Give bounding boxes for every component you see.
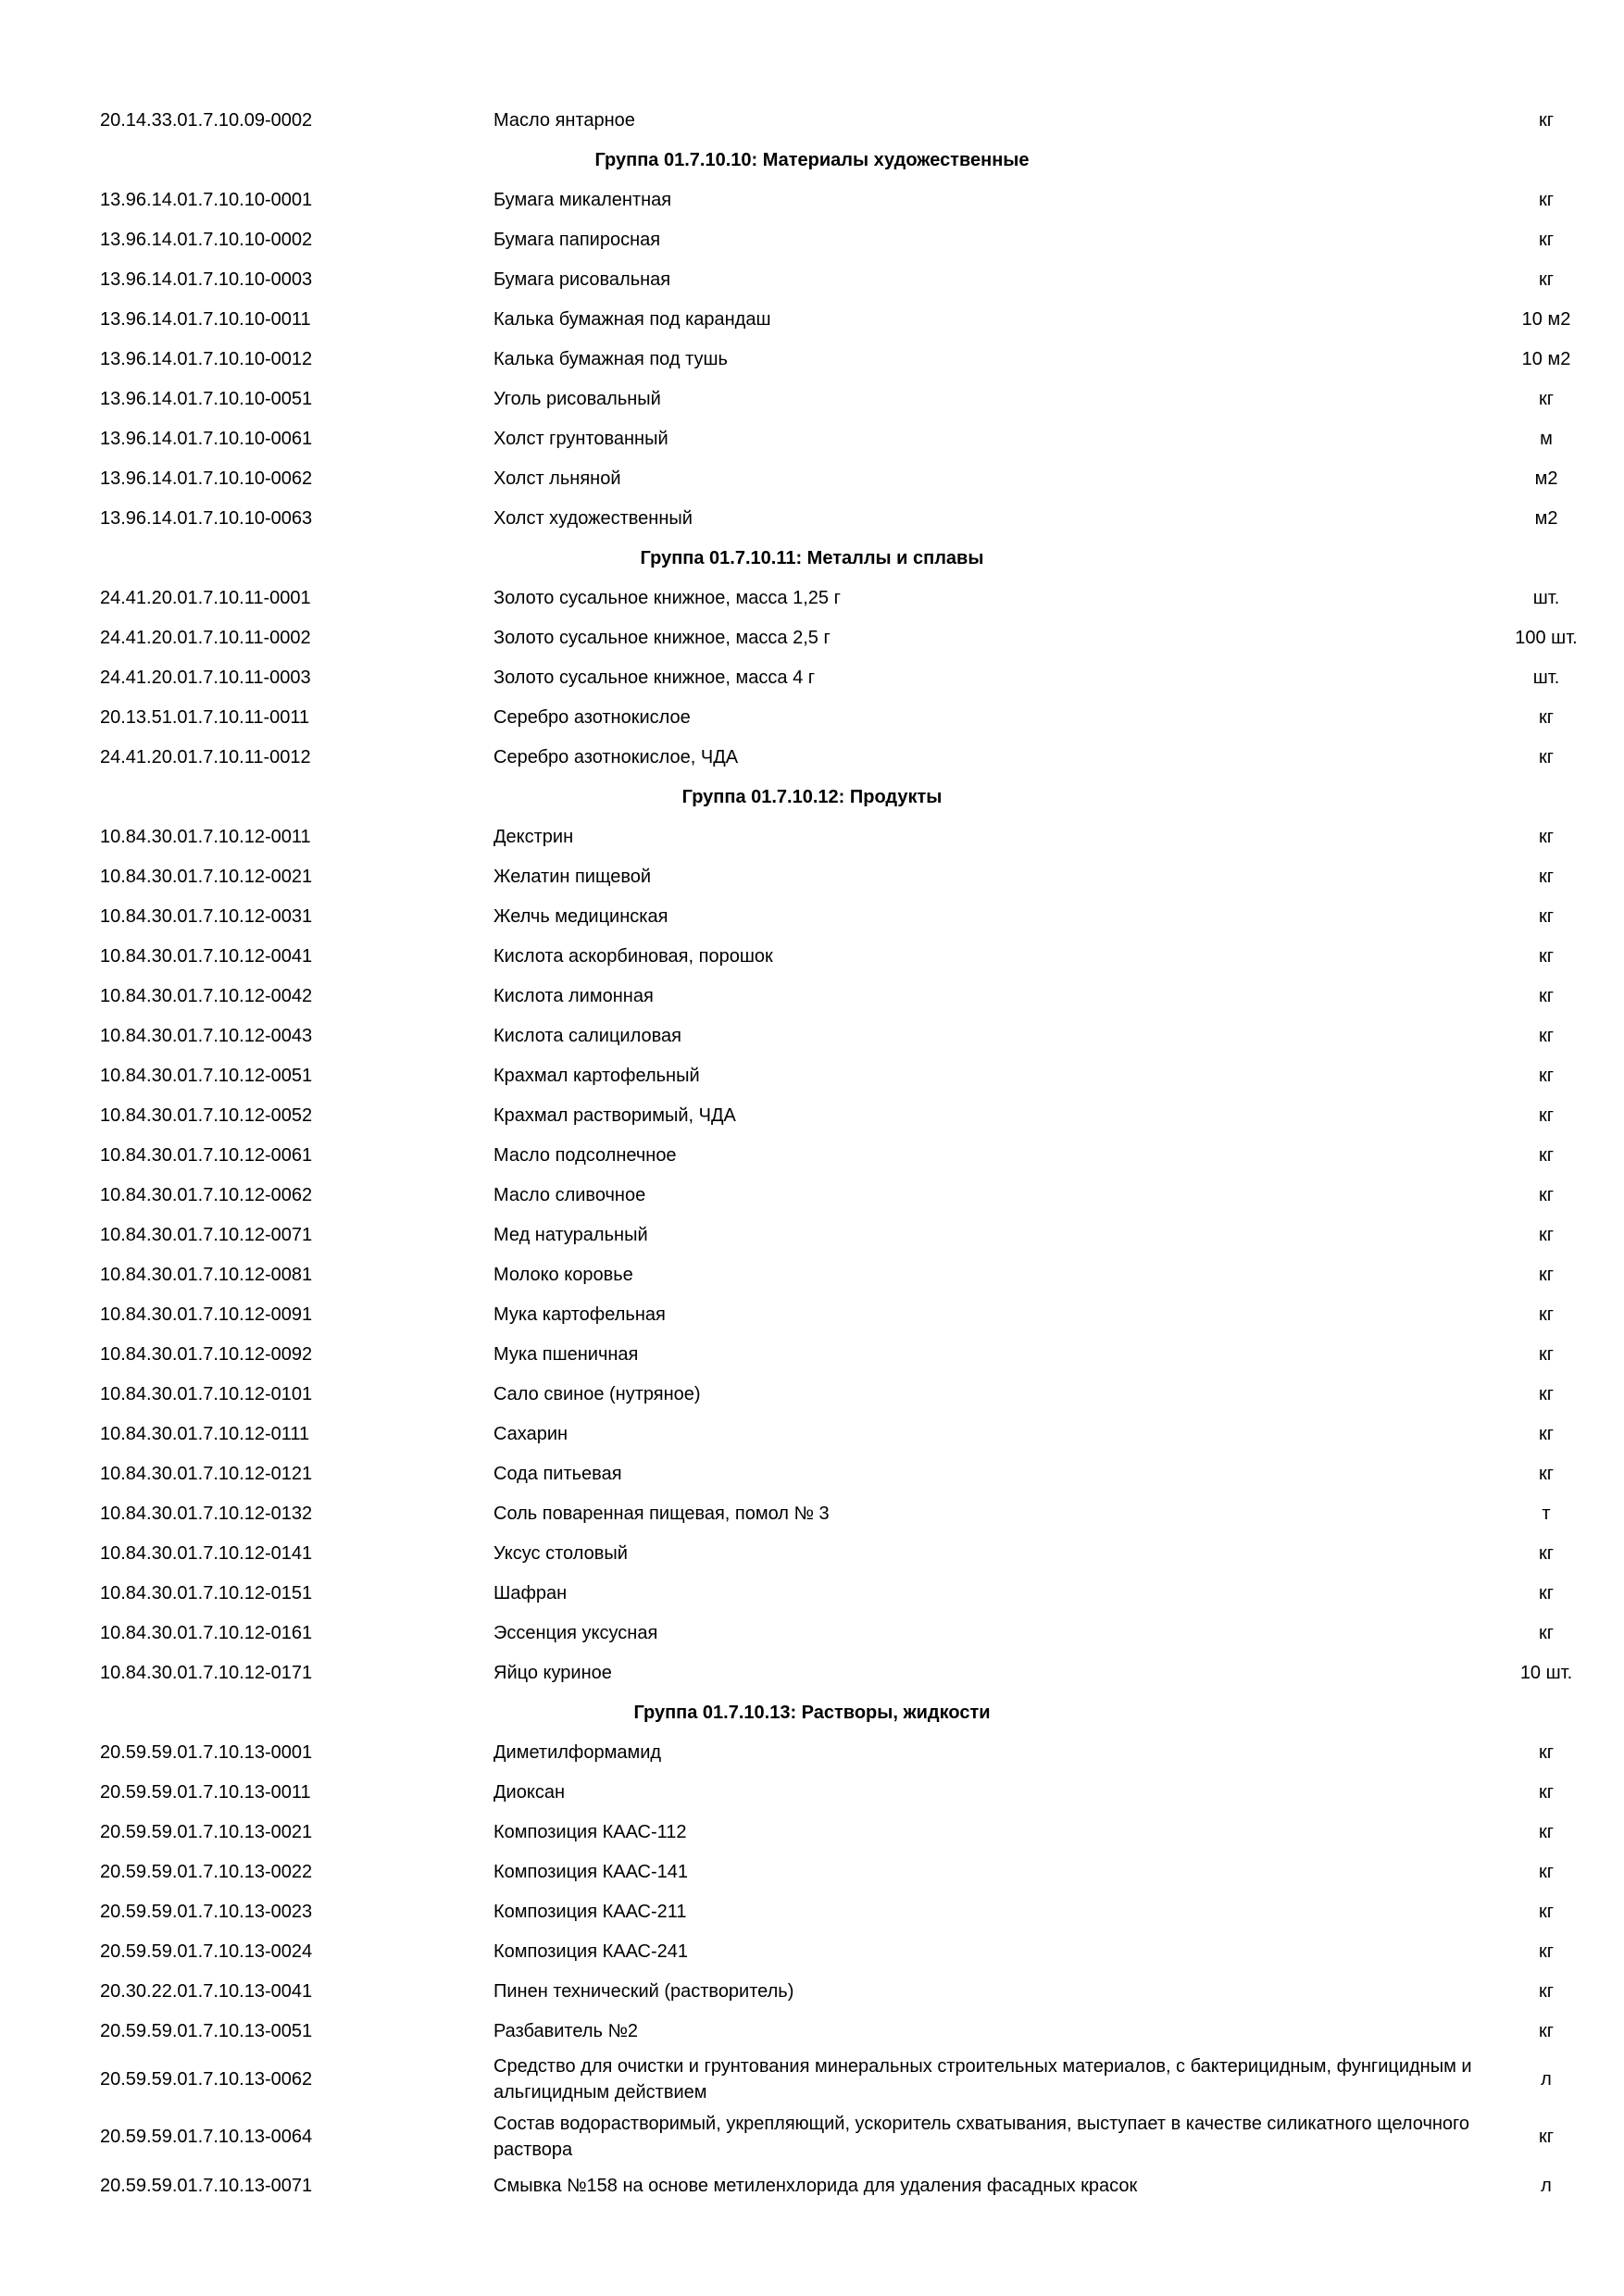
- table-row: [0, 817, 1624, 856]
- table-row: [0, 259, 1624, 299]
- unit-of-measure: кг: [1538, 1304, 1555, 1325]
- resource-code: 13.96.14.01.7.10.10-0012: [100, 348, 313, 369]
- unit-of-measure: кг: [1538, 866, 1555, 887]
- resource-name: Мука картофельная: [493, 1304, 666, 1325]
- table-row: [0, 339, 1624, 379]
- resource-name: Холст грунтованный: [493, 428, 668, 449]
- group-header-row: [0, 777, 1624, 817]
- resource-name: Масло янтарное: [493, 109, 635, 131]
- resource-code: 10.84.30.01.7.10.12-0031: [100, 905, 313, 927]
- resource-table: [0, 100, 1624, 2205]
- unit-of-measure: кг: [1538, 1582, 1555, 1603]
- table-row: [0, 1215, 1624, 1254]
- resource-code: 13.96.14.01.7.10.10-0001: [100, 189, 313, 210]
- resource-name: Кислота салициловая: [493, 1025, 681, 1046]
- resource-name: Соль поваренная пищевая, помол № 3: [493, 1503, 830, 1524]
- group-title: Группа 01.7.10.12: Продукты: [681, 786, 943, 807]
- resource-code: 20.59.59.01.7.10.13-0022: [100, 1861, 313, 1882]
- resource-name: Серебро азотнокислое: [493, 706, 691, 728]
- resource-name: Молоко коровье: [493, 1264, 633, 1285]
- unit-of-measure: кг: [1538, 1861, 1555, 1882]
- unit-of-measure: кг: [1538, 268, 1555, 290]
- resource-code: 13.96.14.01.7.10.10-0063: [100, 507, 313, 529]
- resource-name: Композиция КААС-211: [493, 1901, 687, 1922]
- resource-name: Бумага папиросная: [493, 229, 661, 250]
- group-title: Группа 01.7.10.10: Материалы художественные: [594, 149, 1030, 170]
- unit-of-measure: кг: [1538, 1184, 1555, 1205]
- resource-name: Средство для очистки и грунтования минеральных строительных материалов, с бактерицидным, фунгицидным и альгицидным действием: [493, 2056, 1472, 2103]
- unit-of-measure: кг: [1538, 1622, 1555, 1643]
- group-header-row: [0, 140, 1624, 180]
- table-row: [0, 1971, 1624, 2011]
- resource-name: Сода питьевая: [493, 1463, 622, 1484]
- resource-code: 10.84.30.01.7.10.12-0091: [100, 1304, 313, 1325]
- resource-name: Золото сусальное книжное, масса 1,25 г: [493, 587, 841, 608]
- unit-of-measure: л: [1541, 2175, 1552, 2196]
- table-row: [0, 1135, 1624, 1175]
- table-row: [0, 976, 1624, 1016]
- resource-code: 20.59.59.01.7.10.13-0001: [100, 1741, 313, 1763]
- unit-of-measure: кг: [1538, 985, 1555, 1006]
- resource-code: 10.84.30.01.7.10.12-0042: [100, 985, 313, 1006]
- table-row: [0, 618, 1624, 657]
- resource-code: 10.84.30.01.7.10.12-0151: [100, 1582, 313, 1603]
- resource-name: Мука пшеничная: [493, 1343, 639, 1365]
- resource-name: Кислота лимонная: [493, 985, 654, 1006]
- resource-code: 10.84.30.01.7.10.12-0043: [100, 1025, 313, 1046]
- resource-code: 13.96.14.01.7.10.10-0002: [100, 229, 313, 250]
- table-row: [0, 896, 1624, 936]
- table-row: [0, 936, 1624, 976]
- table-row: [0, 1254, 1624, 1294]
- resource-name: Уксус столовый: [493, 1542, 628, 1564]
- table-row: [0, 1931, 1624, 1971]
- table-row: [0, 2011, 1624, 2051]
- table-row: [0, 299, 1624, 339]
- resource-name: Крахмал растворимый, ЧДА: [493, 1104, 736, 1126]
- resource-code: 13.96.14.01.7.10.10-0011: [100, 308, 311, 330]
- unit-of-measure: л: [1541, 2069, 1552, 2090]
- table-row: [0, 697, 1624, 737]
- unit-of-measure: кг: [1538, 1781, 1555, 1803]
- resource-name: Яйцо куриное: [493, 1662, 612, 1683]
- resource-name: Желчь медицинская: [493, 905, 668, 927]
- resource-code: 10.84.30.01.7.10.12-0141: [100, 1542, 313, 1564]
- table-row: [0, 1493, 1624, 1533]
- resource-code: 13.96.14.01.7.10.10-0062: [100, 468, 313, 489]
- resource-code: 24.41.20.01.7.10.11-0002: [100, 627, 311, 648]
- resource-name: Серебро азотнокислое, ЧДА: [493, 746, 739, 767]
- unit-of-measure: кг: [1538, 1980, 1555, 2002]
- resource-name: Разбавитель №2: [493, 2020, 639, 2041]
- resource-name: Диоксан: [493, 1781, 565, 1803]
- resource-code: 10.84.30.01.7.10.12-0071: [100, 1224, 313, 1245]
- table-row: [0, 1812, 1624, 1852]
- resource-name: Золото сусальное книжное, масса 4 г: [493, 667, 816, 688]
- resource-code: 20.59.59.01.7.10.13-0024: [100, 1940, 313, 1962]
- resource-code: 20.30.22.01.7.10.13-0041: [100, 1980, 313, 2002]
- unit-of-measure: кг: [1538, 229, 1555, 250]
- unit-of-measure: м: [1540, 428, 1553, 449]
- table-row: [0, 1653, 1624, 1692]
- resource-code: 10.84.30.01.7.10.12-0161: [100, 1622, 313, 1643]
- table-row: [0, 578, 1624, 618]
- table-row: [0, 1772, 1624, 1812]
- table-row: [0, 100, 1624, 140]
- table-row: [0, 498, 1624, 538]
- unit-of-measure: кг: [1538, 1383, 1555, 1404]
- resource-name: Бумага микалентная: [493, 189, 672, 210]
- table-row: [0, 219, 1624, 259]
- table-row: [0, 1175, 1624, 1215]
- resource-code: 13.96.14.01.7.10.10-0061: [100, 428, 313, 449]
- unit-of-measure: кг: [1538, 109, 1555, 131]
- resource-name: Крахмал картофельный: [493, 1065, 700, 1086]
- unit-of-measure: м2: [1534, 468, 1558, 489]
- group-title: Группа 01.7.10.13: Растворы, жидкости: [633, 1702, 991, 1723]
- resource-name: Композиция КААС-241: [493, 1940, 688, 1962]
- resource-name: Кислота аскорбиновая, порошок: [493, 945, 773, 967]
- resource-name: Желатин пищевой: [493, 866, 652, 887]
- resource-code: 20.59.59.01.7.10.13-0011: [100, 1781, 311, 1803]
- unit-of-measure: кг: [1538, 746, 1555, 767]
- unit-of-measure: кг: [1538, 1104, 1555, 1126]
- resource-code: 20.59.59.01.7.10.13-0062: [100, 2069, 313, 2090]
- group-title: Группа 01.7.10.11: Металлы и сплавы: [640, 547, 984, 568]
- resource-code: 10.84.30.01.7.10.12-0041: [100, 945, 313, 967]
- resource-code: 10.84.30.01.7.10.12-0061: [100, 1144, 313, 1166]
- resource-code: 20.59.59.01.7.10.13-0023: [100, 1901, 313, 1922]
- resource-code: 13.96.14.01.7.10.10-0003: [100, 268, 313, 290]
- resource-code: 10.84.30.01.7.10.12-0171: [100, 1662, 313, 1683]
- resource-name: Состав водорастворимый, укрепляющий, ускоритель схватывания, выступает в качестве силикатного щелочного раствора: [493, 2114, 1470, 2160]
- resource-code: 10.84.30.01.7.10.12-0011: [100, 826, 311, 847]
- table-row: [0, 1732, 1624, 1772]
- table-row: [0, 379, 1624, 418]
- table-row: [0, 1613, 1624, 1653]
- table-row: [0, 1334, 1624, 1374]
- unit-of-measure: шт.: [1532, 587, 1560, 608]
- resource-name: Холст льняной: [493, 468, 621, 489]
- unit-of-measure: кг: [1538, 2127, 1555, 2147]
- resource-code: 10.84.30.01.7.10.12-0052: [100, 1104, 313, 1126]
- resource-name: Мед натуральный: [493, 1224, 648, 1245]
- resource-code: 20.59.59.01.7.10.13-0071: [100, 2175, 313, 2196]
- resource-code: 10.84.30.01.7.10.12-0121: [100, 1463, 313, 1484]
- resource-name: Бумага рисовальная: [493, 268, 671, 290]
- resource-name: Композиция КААС-112: [493, 1821, 687, 1842]
- resource-code: 10.84.30.01.7.10.12-0081: [100, 1264, 313, 1285]
- resource-name: Масло сливочное: [493, 1184, 646, 1205]
- resource-code: 24.41.20.01.7.10.11-0012: [100, 746, 311, 767]
- resource-code: 13.96.14.01.7.10.10-0051: [100, 388, 313, 409]
- resource-code: 20.14.33.01.7.10.09-0002: [100, 109, 313, 131]
- resource-code: 10.84.30.01.7.10.12-0021: [100, 866, 313, 887]
- table-row: [0, 458, 1624, 498]
- table-row: [0, 418, 1624, 458]
- unit-of-measure: кг: [1538, 1901, 1555, 1922]
- table-row: [0, 2051, 1624, 2108]
- resource-name: Холст художественный: [493, 507, 693, 529]
- resource-code: 20.59.59.01.7.10.13-0051: [100, 2020, 313, 2041]
- resource-code: 10.84.30.01.7.10.12-0111: [100, 1423, 310, 1444]
- unit-of-measure: кг: [1538, 1224, 1555, 1245]
- unit-of-measure: кг: [1538, 1144, 1555, 1166]
- resource-name: Сало свиное (нутряное): [493, 1383, 701, 1404]
- group-header-row: [0, 538, 1624, 578]
- resource-code: 20.59.59.01.7.10.13-0064: [100, 2127, 313, 2147]
- resource-code: 20.59.59.01.7.10.13-0021: [100, 1821, 313, 1842]
- unit-of-measure: кг: [1538, 1463, 1555, 1484]
- unit-of-measure: 10 м2: [1521, 308, 1571, 330]
- table-row: [0, 180, 1624, 219]
- table-row: [0, 2165, 1624, 2205]
- unit-of-measure: кг: [1538, 706, 1555, 728]
- table-row: [0, 1414, 1624, 1454]
- unit-of-measure: кг: [1538, 1423, 1555, 1444]
- group-header-row: [0, 1692, 1624, 1732]
- unit-of-measure: кг: [1538, 189, 1555, 210]
- unit-of-measure: кг: [1538, 945, 1555, 967]
- resource-code: 20.13.51.01.7.10.11-0011: [100, 706, 310, 728]
- unit-of-measure: т: [1542, 1503, 1551, 1524]
- unit-of-measure: шт.: [1532, 667, 1560, 688]
- resource-code: 24.41.20.01.7.10.11-0003: [100, 667, 311, 688]
- table-row: [0, 657, 1624, 697]
- resource-name: Пинен технический (растворитель): [493, 1980, 794, 2002]
- unit-of-measure: м2: [1534, 507, 1558, 529]
- resource-name: Диметилформамид: [493, 1741, 662, 1763]
- resource-name: Уголь рисовальный: [493, 388, 661, 409]
- resource-name: Золото сусальное книжное, масса 2,5 г: [493, 627, 831, 648]
- resource-code: 10.84.30.01.7.10.12-0051: [100, 1065, 313, 1086]
- unit-of-measure: кг: [1538, 2020, 1555, 2041]
- table-row: [0, 1533, 1624, 1573]
- unit-of-measure: кг: [1538, 826, 1555, 847]
- table-row: [0, 737, 1624, 777]
- unit-of-measure: кг: [1538, 1940, 1555, 1962]
- unit-of-measure: кг: [1538, 388, 1555, 409]
- resource-code: 10.84.30.01.7.10.12-0132: [100, 1503, 313, 1524]
- resource-name: Декстрин: [493, 826, 574, 847]
- unit-of-measure: кг: [1538, 1343, 1555, 1365]
- resource-name: Смывка №158 на основе метиленхлорида для удаления фасадных красок: [493, 2175, 1138, 2196]
- resource-code: 10.84.30.01.7.10.12-0092: [100, 1343, 313, 1365]
- unit-of-measure: кг: [1538, 1821, 1555, 1842]
- unit-of-measure: кг: [1538, 1025, 1555, 1046]
- resource-name: Калька бумажная под тушь: [493, 348, 728, 369]
- resource-name: Сахарин: [493, 1423, 568, 1444]
- unit-of-measure: 10 шт.: [1519, 1662, 1573, 1683]
- table-row: [0, 856, 1624, 896]
- resource-name: Эссенция уксусная: [493, 1622, 658, 1643]
- table-row: [0, 1454, 1624, 1493]
- resource-code: 10.84.30.01.7.10.12-0101: [100, 1383, 313, 1404]
- resource-name: Калька бумажная под карандаш: [493, 308, 771, 330]
- resource-code: 24.41.20.01.7.10.11-0001: [100, 587, 311, 608]
- resource-name: Масло подсолнечное: [493, 1144, 677, 1166]
- table-row: [0, 1573, 1624, 1613]
- unit-of-measure: кг: [1538, 1264, 1555, 1285]
- table-row: [0, 1891, 1624, 1931]
- table-row: [0, 1374, 1624, 1414]
- unit-of-measure: кг: [1538, 1065, 1555, 1086]
- unit-of-measure: 10 м2: [1521, 348, 1571, 369]
- table-row: [0, 1294, 1624, 1334]
- resource-name: Композиция КААС-141: [493, 1861, 688, 1882]
- unit-of-measure: кг: [1538, 1741, 1555, 1763]
- unit-of-measure: 100 шт.: [1515, 627, 1578, 648]
- unit-of-measure: кг: [1538, 1542, 1555, 1564]
- table-row: [0, 1852, 1624, 1891]
- table-row: [0, 1055, 1624, 1095]
- table-row: [0, 2108, 1624, 2165]
- table-row: [0, 1095, 1624, 1135]
- resource-name: Шафран: [493, 1582, 568, 1603]
- unit-of-measure: кг: [1538, 905, 1555, 927]
- table-row: [0, 1016, 1624, 1055]
- resource-code: 10.84.30.01.7.10.12-0062: [100, 1184, 313, 1205]
